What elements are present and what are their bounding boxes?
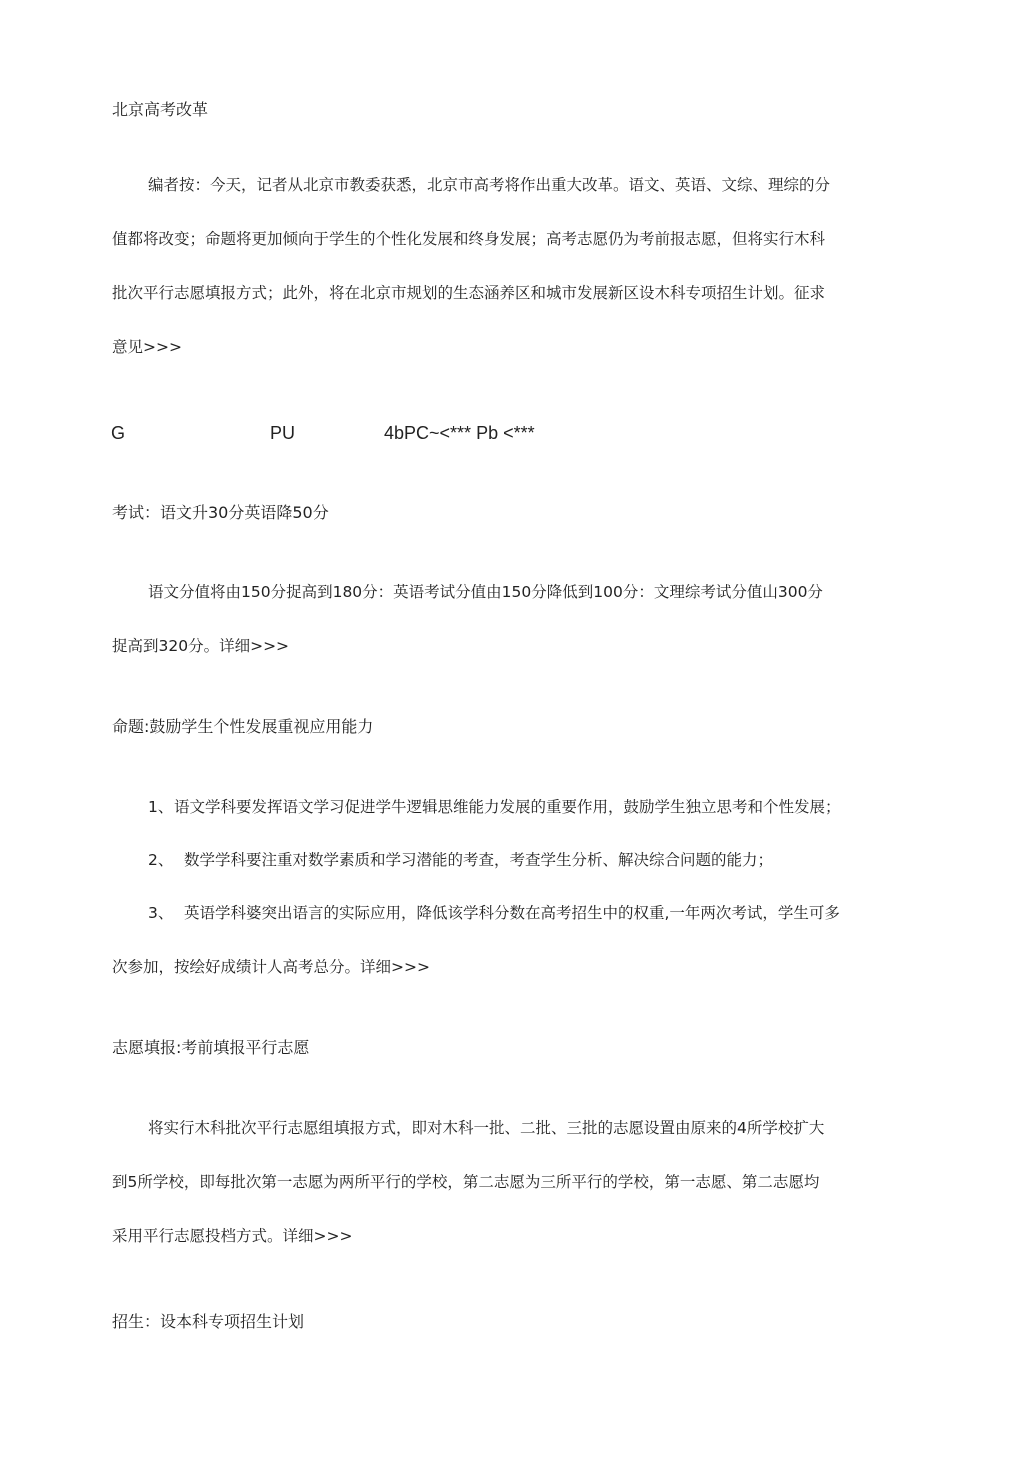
intro-line-3: 批次平行志愿填报方式；此外，将在北京市规划的生态涵养区和城市发展新区设木科专项招生计划。征求 (112, 284, 826, 302)
intro-line-1: 编者按：今天，记者从北京市教委获悉，北京市高考将作出重大改革。语文、英语、文综、理综的分 (148, 176, 831, 194)
exam-line-1: 语文分值将由150分捉高到180分：英语考试分值由150分降低到100分：文理综考试分值山300分 (148, 583, 823, 601)
exam-more-link[interactable]: 捉高到320分。详细>>> (112, 637, 290, 655)
item-number: 3、 (148, 904, 174, 922)
exam-heading: 考试：语文升30分英语降50分 (112, 503, 329, 522)
intro-more-link[interactable]: 意见>>> (112, 338, 182, 356)
volunteer-heading: 志愿填报:考前填报平行志愿 (112, 1038, 310, 1057)
item-number: 1、 (148, 798, 174, 816)
garbled-text-c: 4bPC~<*** Pb <*** (384, 423, 535, 443)
intro-line-2: 值都将改变；命题将更加倾向于学生的个性化发展和终身发展；高考志愿仍为考前报志愿，但将实行木科 (112, 230, 826, 248)
volunteer-line-2: 到5所学校，即每批次第一志愿为两所平行的学校，第二志愿为三所平行的学校，第一志愿、第二志愿均 (112, 1173, 820, 1191)
proposition-heading: 命题:鼓励学生个性发展重视应用能力 (112, 717, 374, 736)
proposition-item-3 (148, 903, 840, 923)
garbled-text-b: PU (270, 423, 296, 443)
page-title: 北京高考改革 (112, 100, 209, 119)
garbled-text-a: G (111, 423, 126, 443)
item-text: 数学学科要注重对数学素质和学习潜能的考查，考查学生分析、解决综合问题的能力； (184, 851, 774, 869)
item-number: 2、 (148, 851, 174, 869)
proposition-item-1 (148, 797, 841, 817)
proposition-item-2 (148, 850, 773, 870)
proposition-more-link[interactable]: 次参加，按绘好成绩计人高考总分。详细>>> (112, 958, 430, 976)
volunteer-more-link[interactable]: 采用平行志愿投档方式。详细>>> (112, 1227, 353, 1245)
item-text: 英语学科婆突出语言的实际应用，降低该学科分数在高考招生中的权重,一年两次考试，学生可多 (184, 904, 840, 922)
item-text: 语文学科要发挥语文学习促进学牛逻辑思维能力发展的重要作用，鼓励学生独立思考和个性发展； (174, 798, 841, 816)
volunteer-line-1: 将实行木科批次平行志愿组填报方式，即对木科一批、二批、三批的志愿设置由原来的4所学校扩大 (148, 1119, 825, 1137)
enrollment-heading: 招生：设本科专项招生计划 (112, 1312, 305, 1331)
